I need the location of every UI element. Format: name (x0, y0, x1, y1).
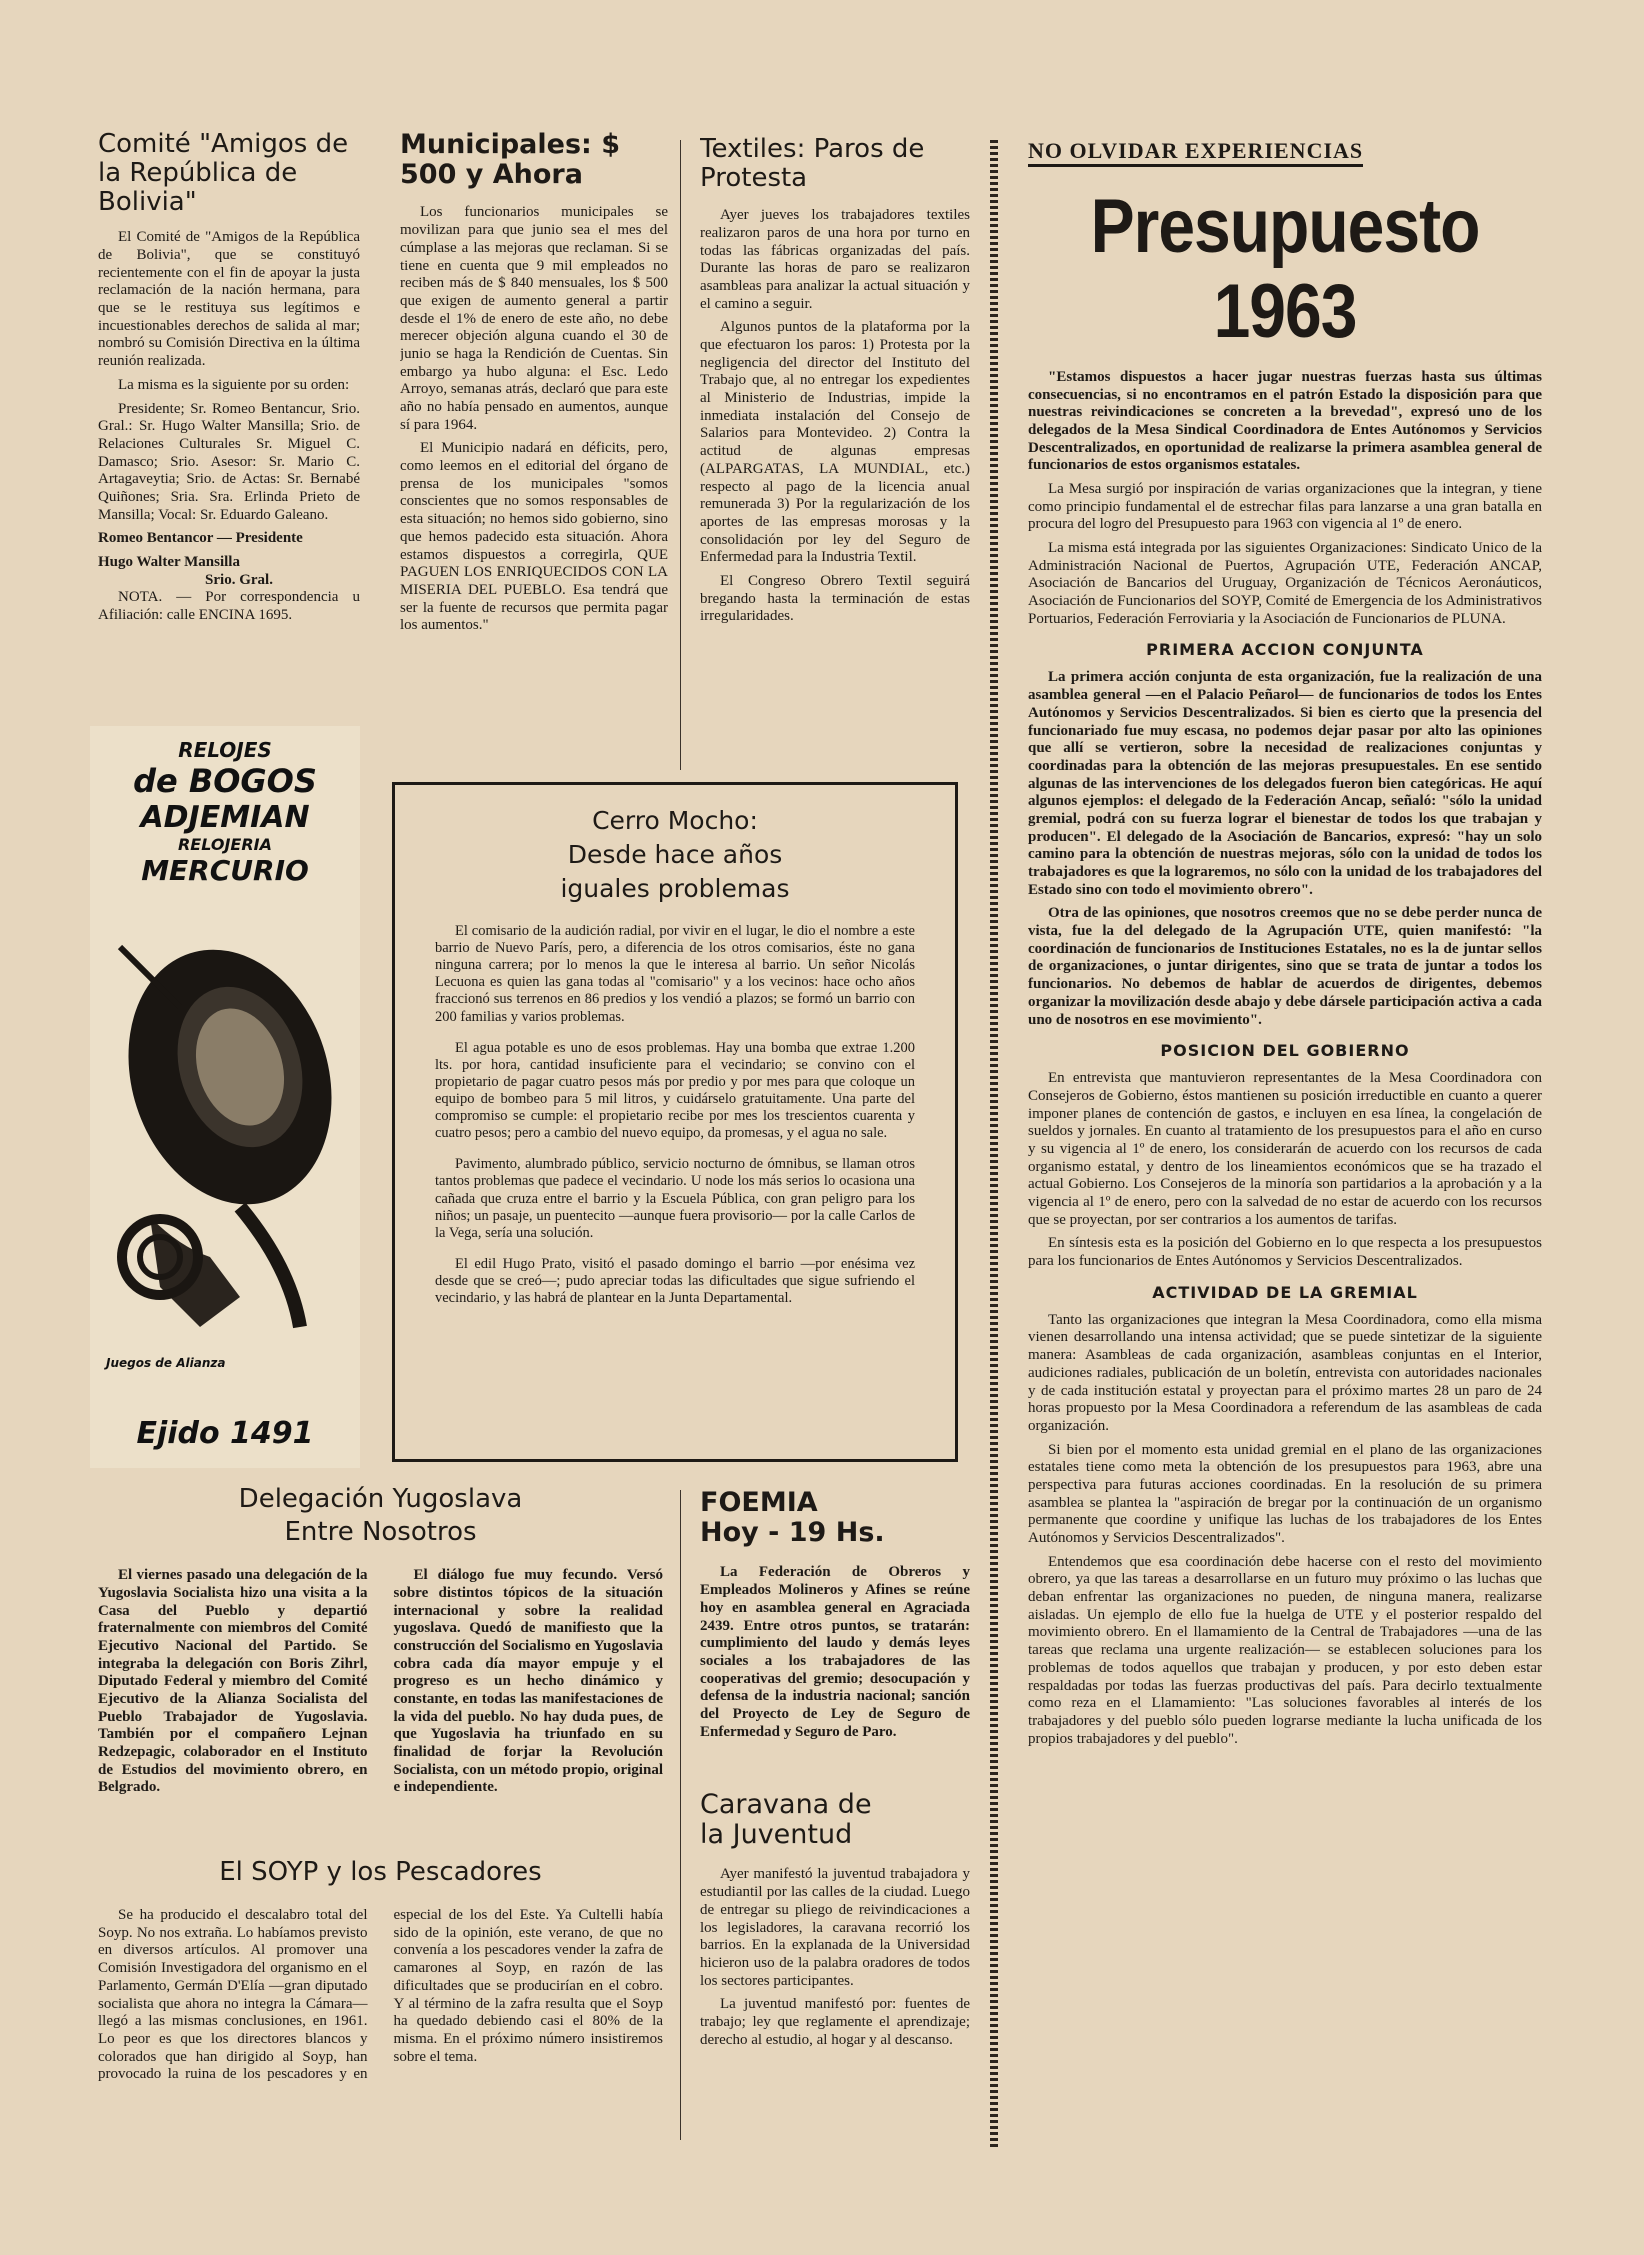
article-municipales (400, 130, 668, 770)
headline-presupuesto: Presupuesto 1963 (1090, 182, 1480, 353)
article-textiles (700, 135, 970, 775)
paragraph: La Mesa surgió por inspiración de varias organizaciones que la integran, y tiene como principio fundamental el de estrechar filas para lanzarse a una gran batalla en procura del logro del Presupuesto para 1963 con vigencia al 1º de enero. (1028, 480, 1542, 533)
article-cerro-mocho (392, 782, 958, 1462)
ad-line: ADJEMIAN (140, 800, 310, 835)
headline-cerro-3: iguales problemas (560, 874, 790, 903)
subheading: PRIMERA ACCION CONJUNTA (1146, 640, 1424, 660)
article-caravana (700, 1790, 970, 2150)
column-divider (990, 140, 998, 2150)
textiles-body (700, 207, 970, 626)
paragraph: El Congreso Obrero Textil seguirá bregando hasta la terminación de estas irregularidades. (700, 572, 970, 625)
paragraph: El comisario de la audición radial, por vivir en el lugar, le dio el nombre a este barrio de Nuevo París, pero, a diferencia de los otros comisarios, éste no gana ninguna carrera; por lo menos la que le interesa al barrio. Un señor Nicolás Lecuona es quien las gana todas al "comisario" y a los vecinos: hace ocho años fraccionó sus terrenos en 86 predios y los vendió a plazos; se formó un barrio con 200 familias y varios problemas. (435, 923, 915, 1025)
paragraph: La juventud manifestó por: fuentes de trabajo; ley que reglamente el aprendizaje; derecho al estudio, al hogar y al descanso. (700, 1996, 970, 2048)
paragraph: Pavimento, alumbrado público, servicio nocturno de ómnibus, se llaman otros tantos problemas que padece el vecindario. U node los más serios lo ocasiona una cañada que cruza entre el barrio y la Escuela Pública, con gran peligro para los niños; un pasaje, un puentecito —aunque fuera provisorio— por la calle Carlos de la Vega, sería una solución. (435, 1156, 915, 1241)
article-delegacion (98, 1485, 663, 1855)
paragraph: Ayer jueves los trabajadores textiles realizaron paros de una hora por turno en todas las fábricas organizadas del país. Durante las horas de paro se realizaron asambleas para analizar la actual situación y el camino a seguir. (700, 207, 970, 312)
comite-body (98, 229, 360, 624)
advertisement-relojeria (90, 726, 360, 1468)
paragraph: Tanto las organizaciones que integran la Mesa Coordinadora, como ella misma vienen desarrollando una intensa actividad; que se puede sintetizar de la siguiente manera: Asambleas de cada organización, asambleas conjuntas en el Interior, audiciones radiales, publicación de un boletín, entrevista con autoridades nacionales y de cada institución estatal y proyectan para el próximo martes 28 un paro de 24 horas propuesto por la Mesa Coordinadora a referendum de las asambleas de cada organización. (1028, 1311, 1542, 1434)
soyp-body (98, 1907, 663, 2084)
headline-cerro-2: Desde hace años (567, 840, 783, 869)
headline-soyp: El SOYP y los Pescadores (219, 1858, 542, 1887)
headline-delegacion-1: Delegación Yugoslava (238, 1485, 523, 1514)
paragraph: La misma es la siguiente por su orden: (118, 376, 350, 393)
signature-line: Srio. Gral. (205, 571, 273, 588)
headline-textiles: Textiles: Paros de Protesta (700, 135, 925, 194)
article-foemia (700, 1488, 970, 1788)
paragraph: El diálogo fue muy fecundo. Versó sobre distintos tópicos de la situación internacional y sobre la realidad yugoslava. Quedó de manifiesto que la construcción del Socialismo en Yugoslavia cobra cada día mayor empuje y el progreso es un hecho dinámico y constante, en todas las manifestaciones de la vida del pueblo. No hay duda pues, de que Yugoslavia ha triunfado en su finalidad de forjar la Revolución Socialista, con un método propio, original e independiente. (393, 1567, 663, 1796)
headline-caravana-1: Caravana de (700, 1790, 872, 1820)
paragraph: El Comité de "Amigos de la República de Bolivia", que se constituyó recientemente con el fin de apoyar la justa reclamación de la nación hermana, para que se le restituya sus legítimos e incuestionables derechos de salida al mar; nombró su Comisión Directiva en la última reunión realizada. (98, 229, 360, 370)
paragraph: Presidente; Sr. Romeo Bentancur, Srio. Gral.: Sr. Hugo Walter Mansilla; Srio. de Relaciones Culturales Sr. Miguel C. Damasco; Srio. Asesor: Sr. Mario C. Artagaveytia; Srio. de Actas: Sr. Bernabé Quiñones; Sria. Sra. Erlinda Prieto de Mansilla; Vocal: Sr. Eduardo Galeano. (98, 400, 360, 523)
paragraph: Algunos puntos de la plataforma por la que efectuaron los paros: 1) Protesta por la negligencia del director del Instituto del Trabajo que, al no entregar los expedientes al Ministerio de Industrias, impide la inmediata instalación del Consejo de Salarios para Montevideo. 2) Contra la actitud de algunas empresas (ALPARGATAS, LA MUNDIAL, etc.) respecto al pago de la licencia anual remunerada 3) Por la regularización de los aportes de las empresas morosas y la consolidación por ley del Seguro de Enfermedad para la Industria Textil. (700, 319, 970, 566)
subheading: ACTIVIDAD DE LA GREMIAL (1152, 1282, 1418, 1302)
headline-foemia-1: FOEMIA (700, 1488, 818, 1518)
paragraph: Entendemos que esa coordinación debe hacerse con el resto del movimiento obrero, ya que las tareas a desarrollarse en un futuro muy próximo o las luchas que deban enfrentar las organizaciones no pueden, de ninguna manera, realizarse aisladas. Un ejemplo de ello fue la huelga de UTE y el posterior respaldo del movimiento obrero. En el llamamiento de la Central de Trabajadores —una de las tareas que reclama una urgente realización— se establecen soluciones para los problemas de todos aquellos que trabajan y producen, y por esto deben estar respaldadas por todas las fuerzas productivas del país. Para decirlo textualmente como reza en el Llamamiento: "Las soluciones favorables al interés de los trabajadores y del pueblo sólo pueden lograrse mediante la lucha unificada de los propios trabajadores y del pueblo". (1028, 1553, 1542, 1747)
article-presupuesto (1028, 138, 1542, 2138)
delegacion-body (98, 1567, 663, 1803)
headline-municipales: Municipales: $ 500 y Ahora (400, 130, 620, 191)
signature-line: Hugo Walter Mansilla (98, 554, 240, 571)
ad-line: RELOJES (178, 738, 272, 762)
headline-caravana-2: la Juventud (700, 1819, 853, 1851)
ad-address: Ejido 1491 (136, 1416, 314, 1451)
paragraph: Otra de las opiniones, que nosotros creemos que no se debe perder nunca de vista, fue la del delegado de la Agrupación UTE, quien manifestó: "la coordinación de funcionarios de Instituciones Estatales, no es la de juntar sellos de organizaciones, o juntar dirigentes, sino que se trata de juntar a todos los funcionarios. No debemos de hablar de acuerdos de dirigentes, debemos organizar la movilización desde abajo y debe dársele participación activa a cada uno de nosotros en ese movimiento". (1028, 905, 1542, 1028)
paragraph: La misma está integrada por las siguientes Organizaciones: Sindicato Unico de la Administración Nacional de Puertos, Agrupación UTE, Federación ANCAP, Asociación de Bancarios del Uruguay, Organización de Técnicos Aeronáuticos, Asociación de Funcionarios del SOYP, Comité de Emergencia de los Administrativos Portuarios, Federación Ferroviaria y la Asociación de Funcionarios de PLUNA. (1028, 540, 1542, 627)
paragraph: El edil Hugo Prato, visitó el pasado domingo el barrio —por enésima vez desde que se creó—; pudo apreciar todas las dificultades que sigue sufriendo el vecindario, y las habrá de plantear en la Junta Departamental. (435, 1255, 915, 1307)
paragraph: "Estamos dispuestos a hacer jugar nuestras fuerzas hasta sus últimas consecuencias, si no encontramos en el patrón Estado la disposición para que nuestras reivindicaciones se concreten a la brevedad", expresó uno de los delegados de la Mesa Sindical Coordinadora de Entes Autónomos y Servicios Descentralizados, en oportunidad de realizarse la primera asamblea general de funcionarios de estos organismos estatales. (1028, 368, 1542, 474)
paragraph: El agua potable es uno de esos problemas. Hay una bomba que extrae 1.200 lts. por hora, cantidad insuficiente para el vecindario; se convino con el propietario de pagar cuatro pesos más por predio y por mes para que coloque un equipo de bombeo para 5 mil litros, y cuidárselo gratuitamente. Una parte del compromiso se cumple: el propietario recibe por mes los trescientos cuarenta y cuatro pesos; pero a cambio del nuevo equipo, da promesas, y el agua no sale. (435, 1039, 915, 1142)
paragraph: El Municipio nadará en déficits, pero, como leemos en el editorial del órgano de prensa de los municipales "somos conscientes que no somos responsables de esta situación; no hemos sido gobierno, sino que hemos padecido esta situación. Ahora estamos dispuestos a corregirla, QUE PAGUEN LOS ENRIQUECIDOS CON LA MISERIA DEL PUEBLO. Esa tendrá que ser la fuente de recursos que permita pagar los aumentos." (400, 440, 668, 634)
foemia-body (700, 1564, 970, 1741)
paragraph: La Federación de Obreros y Empleados Molineros y Afines se reúne hoy en asamblea general en Agraciada 2439. Entre otros puntos, se tratarán: cumplimiento del laudo y demás leyes sociales a los trabajadores de las cooperativas del gremio; desocupación y defensa de la industria nacional; sanción del Proyecto de Ley de Seguro de Enfermedad y Seguro de Paro. (700, 1564, 970, 1740)
ad-line: RELOJERIA (177, 835, 272, 854)
subheading: POSICION DEL GOBIERNO (1160, 1041, 1410, 1061)
article-soyp (98, 1858, 663, 2148)
headline-foemia-2: Hoy - 19 Hs. (700, 1517, 885, 1549)
municipales-body (400, 204, 668, 635)
presupuesto-section2 (1028, 1070, 1542, 1271)
headline-delegacion-2: Entre Nosotros (284, 1517, 477, 1548)
paragraph: En síntesis esta es la posición del Gobierno en lo que respecta a los presupuestos para los funcionarios de Entes Autónomos y Servicios Descentralizados. (1028, 1235, 1542, 1270)
presupuesto-intro (1028, 369, 1542, 629)
presupuesto-section3 (1028, 1312, 1542, 1749)
caravana-body (700, 1866, 970, 2049)
signature-line: Romeo Bentancor — Presidente (98, 530, 303, 547)
paragraph: NOTA. — Por correspondencia u Afiliación: calle ENCINA 1695. (98, 589, 360, 624)
paragraph: Se ha producido el descalabro total del Soyp. No nos extraña. Lo habíamos previsto en diversos artículos. Al promover una Comisión Investigadora del organismo en el Parlamento, Germán D'Elía —gran diputado socialista que ahora no integra la Cámara— llegó a las mismas conclusiones, en 1961. Lo peor es que los directores blancos y colorados que han dirigido al Soyp, han provocado la ruina de los pescadores y en especial de los del Este. Ya Cultelli había sido de la opinión, este verano, de que no convenía a los pescadores vender la zafra de camarones al Soyp, en razón de las dificultades que se producirían en el cobro. Y al término de la zafra resulta que el Soyp ha quedado debiendo casi el 80% de la misma. En el próximo número insistiremos sobre el tema. (98, 1907, 663, 2083)
paragraph: Si bien por el momento esta unidad gremial en el plano de las organizaciones estatales tiene como meta la obtención de los presupuestos para 1963, abre una perspectiva para futuras acciones coordinadas. En la resolución de su primera asamblea se plantea la "aspiración de bregar por la continuación de un organismo permanente que coordine y unifique las luchas de los trabajadores de los Entes Autónomos y Servicios Descentralizados". (1028, 1441, 1542, 1546)
ad-caption: Juegos de Alianza (106, 1356, 226, 1370)
paragraph: La primera acción conjunta de esta organización, fue la realización de una asamblea general —en el Palacio Peñarol— de funcionarios de todos los Entes Autónomos y Servicios Descentralizados. Si bien es cierto que la presencia del funcionariado fue muy escasa, no podemos dejar pasar por alto las opiniones que allí se vertieron, sobre la necesidad de realizaciones conjuntas y coordinadas para la obtención de las mejoras presupuestales. En ese sentido algunas de las intervenciones de los delegados fueron bien categóricas. He aquí algunos ejemplos: el delegado de la Federación Ancap, señaló: "sólo la unidad gremial, podrá con su fuerza lograr el bienestar de todos los que trabajan y producen". El delegado de la Asociación de Bancarios, expresó: "hay un solo camino para la obtención de nuestras mejoras, sólo con la unidad de todos los trabajadores es que la lograremos, no sólo con la unidad de los trabajadores del Estado sino con todo el movimiento obrero". (1028, 669, 1542, 898)
kicker: NO OLVIDAR EXPERIENCIAS (1028, 138, 1363, 167)
ad-line: de BOGOS (133, 762, 317, 800)
column-rule (680, 140, 681, 770)
presupuesto-section1 (1028, 669, 1542, 1029)
ad-line: MERCURIO (141, 854, 309, 887)
cerro-body (435, 923, 915, 1307)
headline-cerro-1: Cerro Mocho: (592, 806, 758, 835)
paragraph: Los funcionarios municipales se movilizan para que junio sea el mes del cúmplase a las mejoras que reclaman. Si se tiene en cuenta que 9 mil empleados no reciben más de $ 840 mensuales, los $ 500 que exigen de aumento general a partir desde el 1% de enero de este año, no debe merecer objeción alguna cuando el 30 de junio se haga la Rendición de Cuentas. Sin embargo ya hubo alguna: el Esc. Ledo Arroyo, semanas atrás, declaró que para este año no había pensado en aumentos, aunque sí para 1964. (400, 204, 668, 433)
paragraph: El viernes pasado una delegación de la Yugoslavia Socialista hizo una visita a la Casa del Pueblo y departió fraternalmente con miembros del Comité Ejecutivo Nacional del Partido. Se integraba la delegación con Boris Zihrl, Diputado Federal y miembro del Comité Ejecutivo de la Alianza Socialista del Pueblo Trabajador de Yugoslavia. También por el compañero Lejnan Redzepagic, colaborador en el Instituto de Estudios del movimiento obrero, en Belgrado. (98, 1567, 368, 1796)
paragraph: En entrevista que mantuvieron representantes de la Mesa Coordinadora con Consejeros de Gobierno, éstos mantienen su posición irreductible en cuanto a querer imponer planes de contención de gastos, e incluyen en esa línea, la congelación de sueldos y jornales. En cuanto al tratamiento de los presupuestos para el año en curso y su vigencia al 1º de enero, los considerarán de acuerdo con los recursos de cada organismo estatal, y dentro de los lineamientos económicos que se ha trazado el actual Gobierno. Los Consejeros de la minoría son partidarios a la aprobación y a la vigencia al 1º de enero, pero con la salvedad de no estar de acuerdo con los recursos que se proyectan, por ser contrarios a los aumentos de tarifas. (1028, 1070, 1542, 1228)
article-comite (98, 130, 360, 710)
headline-comite: Comité "Amigos de la República de Bolivia" (98, 130, 349, 218)
paragraph: Ayer manifestó la juventud trabajadora y estudiantil por las calles de la ciudad. Luego de entregar su pliego de reivindicaciones a los legisladores, la caravana recorrió los barrios. En la explanada de la Universidad hicieron uso de la palabra oradores de todos los sectores participantes. (700, 1866, 970, 1989)
column-rule (680, 1490, 681, 2140)
